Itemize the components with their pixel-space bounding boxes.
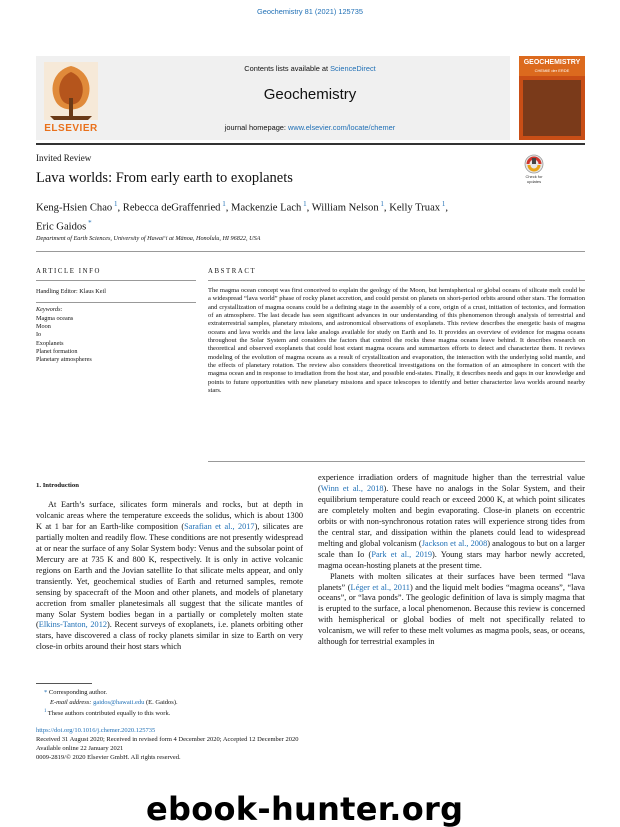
author-footnote-mark[interactable]: 1 — [301, 200, 307, 208]
homepage-prefix: journal homepage: — [224, 123, 289, 132]
cover-subtitle: CHEMIE der ERDE — [534, 68, 570, 73]
cover-title: GEOCHEMISTRY — [519, 56, 585, 76]
check-for-updates-icon[interactable] — [518, 153, 550, 185]
keywords-list — [36, 315, 92, 364]
abstract-text: The magma ocean concept was first conceived to explain the geology of the Moon, but hemispherical or global oceans of silicate melt could be a widespread “lava world” phase of rocky planet accretion, and could persist on planets on short-period orbits around other stars. The formation and crystallization of magma oceans could be a defining stage in the assembly of a core, origin of a crust, initiation of tectonics, and formation of an atmosphere. The last decade has seen significant advances in our understanding of this phenomenon through analysis of terrestrial and extraterrestrial samples, planetary missions, and astronomical observations of exoplanets. This review describes the energetic basis of magma oceans and lava worlds and the lava lake analogs available for study on Earth and Io. It provides an overview of evidence for magma oceans throughout the Solar System and considers the factors that control the rocks these magma oceans leave behind. It describes research on theoretical and observed exoplanets that could host extant magma oceans and summarizes efforts to detect and characterize them. It reviews modeling of the evolution of magma oceans as a result of crystallization and evaporation, the interaction with the underlying solid mantle, and the effects of planetary rotation. The review also considers theoretical investigations on the formation of an atmosphere in concert with the magma ocean and in response to irradiation from the host star, and possible end-states. Finally, it describes needs and gaps in our knowledge and points to future opportunities with new planetary missions and space telescopes to identify and better characterize lava worlds around nearby stars. — [208, 287, 585, 395]
author-list: Keng-Hsien Chao $^1$, Rebecca deGraffenried $^1$, Mackenzie Lach $^1$, William Nelson $^1$, Kelly Truax $^1$, Eric Gaidos * — [36, 200, 449, 233]
author-name[interactable]: Keng-Hsien Chao — [36, 202, 113, 214]
handling-editor: Handling Editor: Klaus Keil — [36, 288, 106, 295]
keyword-item: Io — [36, 331, 42, 339]
citation-link[interactable]: Park et al., 2019 — [371, 549, 433, 559]
article-info-heading: ARTICLE INFO — [36, 268, 102, 275]
keywords-divider — [36, 302, 196, 303]
body-column-left — [36, 500, 303, 653]
cover-photo — [523, 80, 581, 136]
doi-link[interactable]: https://doi.org/10.1016/j.chemer.2020.125735 — [36, 727, 156, 734]
author-footnote-mark[interactable]: 1 — [440, 200, 446, 208]
intro-paragraph-3: Planets with molten silicates at their surfaces have been termed “lava planets” (Léger et al., 2011) and the liquid melt bodies “magma oceans”, “lava oceans”, or “lava ponds”. The geologic definition of lava is simply magma that is erupted to the surface, a local phenomenon. Because this review is concerned with hemispherical or global bodies of melt not specifically related to volcanism, we will refer to these melt volumes as magma pools, seas, or oceans, although for terrestrial examples in — [318, 571, 585, 647]
author-footnote-mark[interactable]: 1 — [112, 200, 118, 208]
body-column-right — [318, 473, 585, 648]
footnote-mark: * — [44, 689, 49, 696]
intro-paragraph-2: experience irradiation orders of magnitude higher than the terrestrial value (Winn et al., 2018). These have no analogs in the Solar System, and their equilibrium temperature could reach or exceed 2000 K, at which point silicates are completely molten and begin evaporating. Close-in planets on eccentric orbits or with non-synchronous rotation rates will experience strong tides from the central star, and dissipation within the planets could lead to widespread melting and global volcanism (Jackson et al., 2008) analogous to but on a larger scale than Io (Park et al., 2019). Young stars may harbor newly accreted, magma ocean-hosting planets at the present time. — [318, 473, 586, 570]
affiliation-divider — [36, 251, 585, 252]
author-name[interactable]: Rebecca deGraffenried — [122, 202, 221, 214]
copyright: 0009-2819/© 2020 Elsevier GmbH. All rights reserved. — [36, 753, 181, 761]
homepage-line — [110, 123, 510, 132]
footnotes — [36, 688, 178, 719]
footnote-corresponding: * Corresponding author. — [44, 689, 108, 696]
abstract-end-divider — [208, 461, 585, 462]
intro-paragraph-1: At Earth’s surface, silicates form minerals and rocks, but at depth in volcanic areas where the temperature exceeds the solidus, which is about 1300 K at 1 bar for an Earth-like composition (Sarafian et al., 2017), silicates are partially molten and readily flow. These conditions are not presently widespread at or near the surface of any Solar System body: Venus and the subsolar point of Mercury are at 735 K and 800 K, respectively. It is only in active volcanic regions on Earth and the Jovian satellite Io that silicate melts appear, and only transiently. Yet, geochemical studies of Earth and returned samples, remote sensing by spacecraft of the Moon and other planets, and models of planetary accretion from smaller planetesimals all suggest that the silicate mantles of many Solar System bodies began in a partially or completely molten state (Elkins-Tanton, 2012). Recent surveys of exoplanets, i.e. planets orbiting other stars, have discovered a class of rocky planets similar in size to Earth on very close-in orbits around their host stars which — [36, 500, 303, 652]
author-footnote-mark[interactable]: * — [86, 219, 92, 228]
citation-link[interactable]: Elkins-Tanton, 2012 — [38, 620, 107, 630]
contents-line — [110, 64, 510, 73]
affiliation: Department of Earth Sciences, University of Hawaiʻi at Mānoa, Honolulu, HI 96822, USA — [36, 235, 261, 242]
author-name[interactable]: Mackenzie Lach — [231, 202, 302, 214]
abstract-heading: ABSTRACT — [208, 268, 257, 275]
author-footnote-mark[interactable]: 1 — [220, 200, 226, 208]
author-name[interactable]: William Nelson — [311, 202, 379, 214]
footnote-divider — [36, 683, 92, 684]
footnote-mark: 1 — [44, 709, 48, 715]
keyword-item: Moon — [36, 323, 51, 331]
email-link[interactable]: gaidos@hawaii.edu — [93, 698, 145, 706]
received-dates: Received 31 August 2020; Received in revised form 4 December 2020; Accepted 12 December 2020 — [36, 735, 299, 743]
article-title: Lava worlds: From early earth to exoplanets — [36, 170, 293, 186]
journal-citation-link[interactable]: Geochemistry 81 (2021) 125735 — [257, 7, 363, 16]
keyword-item: Planet formation — [36, 347, 78, 355]
header-divider — [36, 143, 585, 145]
citation-link[interactable]: Sarafian et al., 2017 — [184, 521, 255, 531]
keywords-label: Keywords: — [36, 306, 63, 313]
citation-link[interactable]: Winn et al., 2018 — [320, 483, 384, 493]
footnote-email: E-mail address: gaidos@hawaii.edu (E. Gaidos). — [50, 698, 178, 706]
journal-cover-image[interactable] — [519, 56, 585, 140]
citation-link[interactable]: Léger et al., 2011 — [350, 582, 410, 592]
watermark-text: ebook-hunter.org — [146, 790, 464, 827]
svg-text:updates: updates — [526, 179, 542, 184]
publication-info — [36, 727, 298, 763]
author-footnote-mark[interactable]: 1 — [378, 200, 384, 208]
footnote-equal: $^1$ These authors contributed equally to this work. — [44, 709, 171, 718]
journal-name: Geochemistry — [263, 86, 357, 103]
author-name[interactable]: Eric Gaidos — [36, 221, 87, 233]
section-heading-introduction: 1. Introduction — [36, 482, 79, 489]
abstract-divider — [208, 280, 585, 281]
keyword-item: Exoplanets — [36, 339, 64, 347]
svg-text:Check for: Check for — [525, 174, 543, 179]
elsevier-logo-text: ELSEVIER — [44, 123, 98, 134]
sciencedirect-link[interactable]: ScienceDirect — [330, 64, 376, 73]
citation-link[interactable]: Jackson et al., 2008 — [421, 538, 488, 548]
author-name[interactable]: Kelly Truax — [389, 202, 441, 214]
keyword-item: Magma oceans — [36, 315, 74, 322]
contents-prefix: Contents lists available at — [244, 64, 331, 73]
article-info-divider — [36, 280, 196, 281]
online-date: Available online 22 January 2021 — [36, 744, 124, 752]
article-type: Invited Review — [36, 153, 92, 163]
keyword-item: Planetary atmospheres — [36, 356, 92, 364]
homepage-link[interactable]: www.elsevier.com/locate/chemer — [288, 123, 396, 132]
